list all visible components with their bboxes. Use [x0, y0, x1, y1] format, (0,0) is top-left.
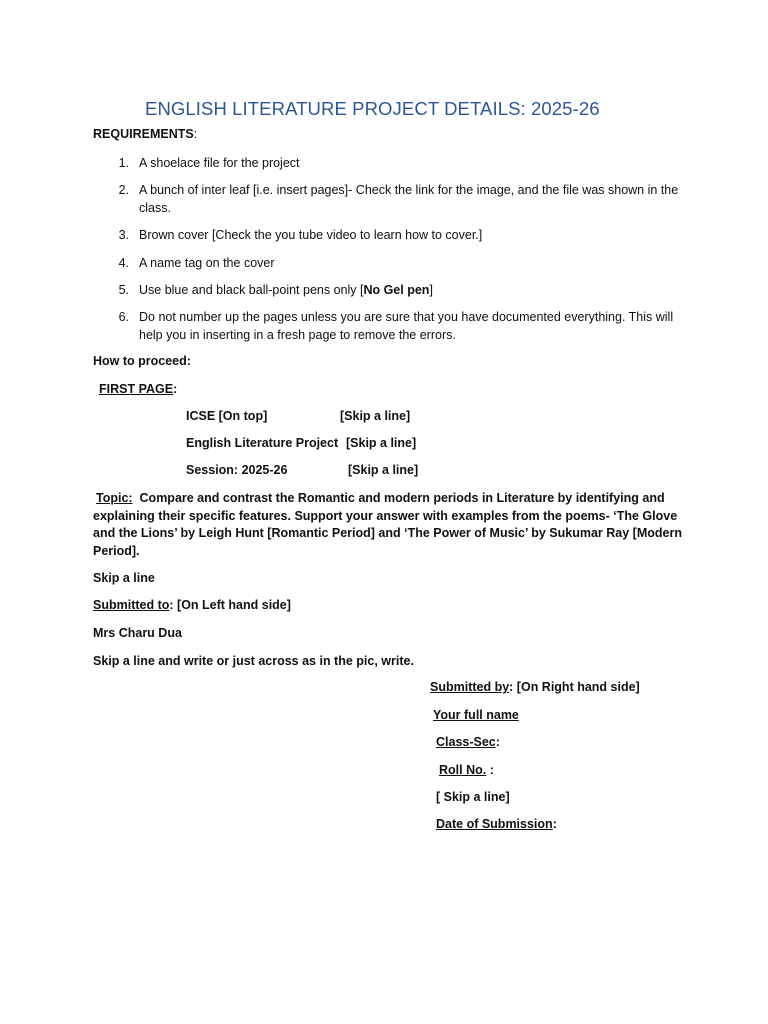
submitted-to-label: Submitted to	[93, 598, 170, 612]
first-page-heading	[96, 382, 177, 396]
roll-no-line	[439, 763, 494, 777]
first-page-line-text: English Literature Project	[186, 436, 339, 450]
date-of-submission-line	[433, 817, 557, 831]
requirement-number: 1.	[118, 156, 129, 170]
requirements-heading-label: REQUIREMENTS	[93, 127, 194, 141]
requirements-heading-colon: :	[193, 127, 198, 141]
roll-no-colon: :	[486, 763, 494, 777]
requirement-number: 3.	[118, 228, 129, 242]
first-page-line-text: ICSE [On top]	[186, 409, 268, 423]
first-page-line-text: Session: 2025-26	[186, 463, 288, 477]
skip-write-text: Skip a line and write or just across as in the pic, write.	[93, 654, 414, 668]
requirement-number: 5.	[118, 283, 129, 297]
submitted-by-line	[430, 680, 640, 694]
requirement-text-bold: No Gel pen	[363, 283, 430, 297]
first-page-line-note: [Skip a line]	[340, 409, 411, 423]
page-title: ENGLISH LITERATURE PROJECT DETAILS: 2025-26	[145, 98, 600, 119]
first-page-line-note: [Skip a line]	[346, 436, 417, 450]
first-page-line-note: [Skip a line]	[348, 463, 419, 477]
submitted-to-rest: : [On Left hand side]	[169, 598, 291, 612]
requirement-text: A name tag on the cover	[139, 256, 275, 270]
skip-a-line-note: [ Skip a line]	[436, 790, 510, 804]
requirement-text: Brown cover [Check the you tube video to learn how to cover.]	[139, 228, 483, 242]
topic-label: Topic:	[96, 491, 133, 505]
requirement-text: A shoelace file for the project	[139, 156, 300, 170]
requirement-text: Do not number up the pages unless you are sure that you have documented everything. This will help you in inserting in a fresh page to remove the errors.	[139, 310, 674, 342]
first-page-label: FIRST PAGE	[99, 382, 174, 396]
requirement-number: 4.	[118, 256, 129, 270]
class-sec-colon: :	[495, 735, 500, 749]
full-name-field-label: Your full name	[433, 708, 519, 722]
requirement-item	[115, 309, 675, 345]
requirement-number: 2.	[118, 183, 129, 197]
requirement-item	[115, 182, 679, 218]
requirement-item	[115, 255, 675, 273]
class-sec-line	[436, 735, 500, 749]
requirement-text-after: ]	[429, 283, 433, 297]
requirement-text-before: Use blue and black ball-point pens only [	[139, 283, 364, 297]
requirement-item	[115, 155, 675, 173]
requirement-item	[115, 227, 675, 245]
roll-no-label: Roll No.	[439, 763, 487, 777]
first-page-colon: :	[173, 382, 178, 396]
submitted-by-rest: : [On Right hand side]	[509, 680, 640, 694]
requirement-item	[115, 282, 675, 300]
skip-line-text: Skip a line	[93, 571, 155, 585]
requirements-heading	[93, 127, 197, 141]
requirement-number: 6.	[118, 310, 129, 324]
topic-text: Compare and contrast the Romantic and modern periods in Literature by identifying and explaining their specific features. Support your answer with examples from the poems- ‘The Glove and the Lions’ by Leigh Hunt [Romantic Period] and ‘The Power of Music’ by Sukumar Ray [Modern Period].	[93, 491, 682, 558]
requirement-text	[139, 282, 679, 300]
class-sec-label: Class-Sec	[436, 735, 496, 749]
how-to-proceed-heading: How to proceed:	[93, 354, 191, 368]
topic-paragraph	[93, 490, 683, 560]
teacher-name: Mrs Charu Dua	[93, 626, 182, 640]
requirement-text: A bunch of inter leaf [i.e. insert pages]- Check the link for the image, and the file was shown in the class.	[139, 183, 679, 215]
submitted-by-label: Submitted by	[430, 680, 510, 694]
date-of-submission-label: Date of Submission	[436, 817, 553, 831]
submitted-to-line	[93, 598, 291, 612]
date-of-submission-colon: :	[552, 817, 557, 831]
